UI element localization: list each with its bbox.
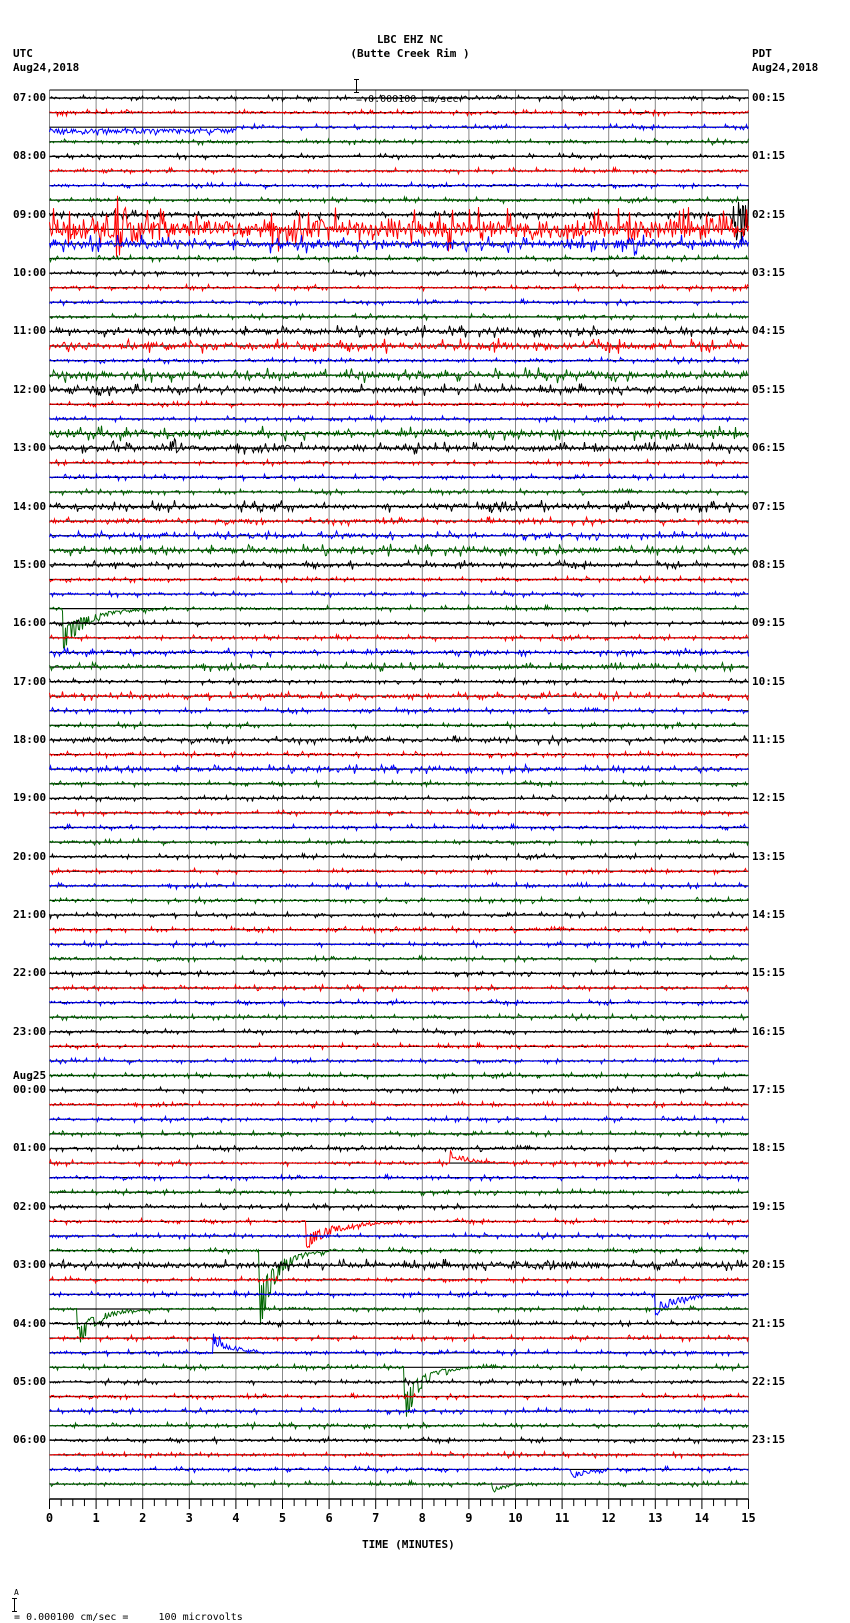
x-tick-label: 13 [648,1511,663,1526]
station-location: (Butte Creek Rim ) [350,47,470,60]
trace [50,1189,749,1195]
right-time-label: 19:15 [752,1199,786,1213]
right-time-label: 10:15 [752,674,786,688]
right-time-label: 12:15 [752,791,786,805]
left-time-label: 13:00 [13,441,47,455]
trace [50,1151,749,1166]
right-time-label: 00:15 [752,91,786,104]
trace [50,560,749,569]
trace [50,489,749,495]
trace [50,781,749,787]
trace [50,1423,749,1429]
x-axis-title: TIME (MINUTES) [362,1538,455,1551]
trace [50,648,749,657]
trace [50,168,749,174]
right-time-label: 23:15 [752,1433,786,1447]
trace [50,1248,749,1325]
right-time-label: 08:15 [752,557,786,571]
x-tick-label: 0 [45,1511,54,1526]
right-time-label: 01:15 [752,149,786,163]
left-time-label: 18:00 [13,732,47,746]
left-time-label: 00:00 [13,1083,47,1097]
left-time-label: 15:00 [13,557,47,571]
x-tick-label: 12 [601,1511,616,1526]
right-time-label: 15:15 [752,966,786,980]
right-time-label: 18:15 [752,1141,786,1155]
left-time-label: 22:00 [13,966,47,980]
x-tick-label: 15 [741,1511,756,1526]
left-timezone: UTC [13,47,33,60]
left-time-label: 16:00 [13,616,47,630]
x-tick-label: 4 [232,1511,240,1526]
left-time-label: 07:00 [13,91,47,104]
left-time-label: 17:00 [13,674,47,688]
left-time-label: 21:00 [13,908,47,922]
trace [50,1058,749,1064]
left-time-label: Aug25 [13,1068,47,1082]
trace [50,124,749,135]
trace [50,912,749,918]
left-time-label: 14:00 [13,499,47,513]
trace [50,270,749,276]
footer-scale [2,1576,243,1623]
left-time-label: 08:00 [13,149,47,163]
trace [50,868,749,874]
right-time-label: 21:15 [752,1316,786,1330]
left-time-label: 02:00 [13,1199,47,1213]
trace [50,1219,749,1248]
x-tick-label: 1 [92,1511,100,1526]
footer-prefix: A [14,1588,19,1597]
right-time-label: 09:15 [752,616,786,630]
trace [50,1452,749,1458]
left-time-label: 01:00 [13,1141,47,1155]
trace [50,235,749,256]
trace [50,752,749,758]
trace [50,1029,749,1035]
trace [50,1437,749,1443]
x-tick-label: 9 [465,1511,473,1526]
right-time-label: 04:15 [752,324,786,338]
left-time-label: 11:00 [13,324,47,338]
right-time-label: 13:15 [752,849,786,863]
left-time-label: 10:00 [13,266,47,280]
left-time-label: 12:00 [13,382,47,396]
left-time-label: 06:00 [13,1433,47,1447]
x-tick-label: 8 [418,1511,426,1526]
right-time-label: 06:15 [752,441,786,455]
trace [50,439,749,455]
x-tick-label: 11 [554,1511,570,1526]
trace [50,1043,749,1049]
right-time-label: 22:15 [752,1374,786,1388]
trace [50,1131,749,1137]
trace [50,460,749,466]
x-tick-label: 6 [325,1511,333,1526]
right-time-label: 03:15 [752,266,786,280]
station-title: LBC EHZ NC [376,33,444,46]
trace [50,1481,749,1492]
trace [50,416,749,422]
trace [50,196,749,257]
left-time-label: 23:00 [13,1024,47,1038]
trace [50,1364,749,1417]
left-date: Aug24,2018 [13,61,80,74]
right-time-label: 05:15 [752,382,786,396]
left-time-label: 19:00 [13,791,47,805]
trace [50,635,749,641]
left-time-label: 09:00 [13,207,47,221]
right-time-label: 20:15 [752,1258,786,1272]
right-time-label: 17:15 [752,1083,786,1097]
footer-scale-text: = 0.000100 cm/sec = 100 microvolts [14,1612,243,1623]
left-time-label: 20:00 [13,849,47,863]
x-tick-label: 10 [508,1511,523,1526]
left-time-label: 05:00 [13,1374,47,1388]
left-time-label: 04:00 [13,1316,47,1330]
right-time-label: 07:15 [752,499,786,513]
footer-scale-bar-icon [14,1598,20,1612]
x-tick-label: 2 [139,1511,147,1526]
trace [50,956,749,962]
right-time-label: 11:15 [752,732,786,746]
x-tick-label: 5 [278,1511,287,1526]
scale-legend-text: = 0.000100 cm/sec [356,94,459,105]
trace [50,110,749,116]
right-time-label: 02:15 [752,207,786,221]
trace [50,1379,749,1385]
trace [50,1116,749,1122]
right-time-label: 16:15 [752,1024,786,1038]
x-tick-label: 7 [372,1511,380,1526]
right-date: Aug24,2018 [752,61,819,74]
trace [50,927,749,933]
x-tick-label: 14 [694,1511,710,1526]
left-time-label: 03:00 [13,1258,47,1272]
x-tick-label: 3 [185,1511,193,1526]
right-timezone: PDT [752,47,772,60]
trace [50,1466,749,1477]
trace [50,606,749,649]
right-time-label: 14:15 [752,908,786,922]
